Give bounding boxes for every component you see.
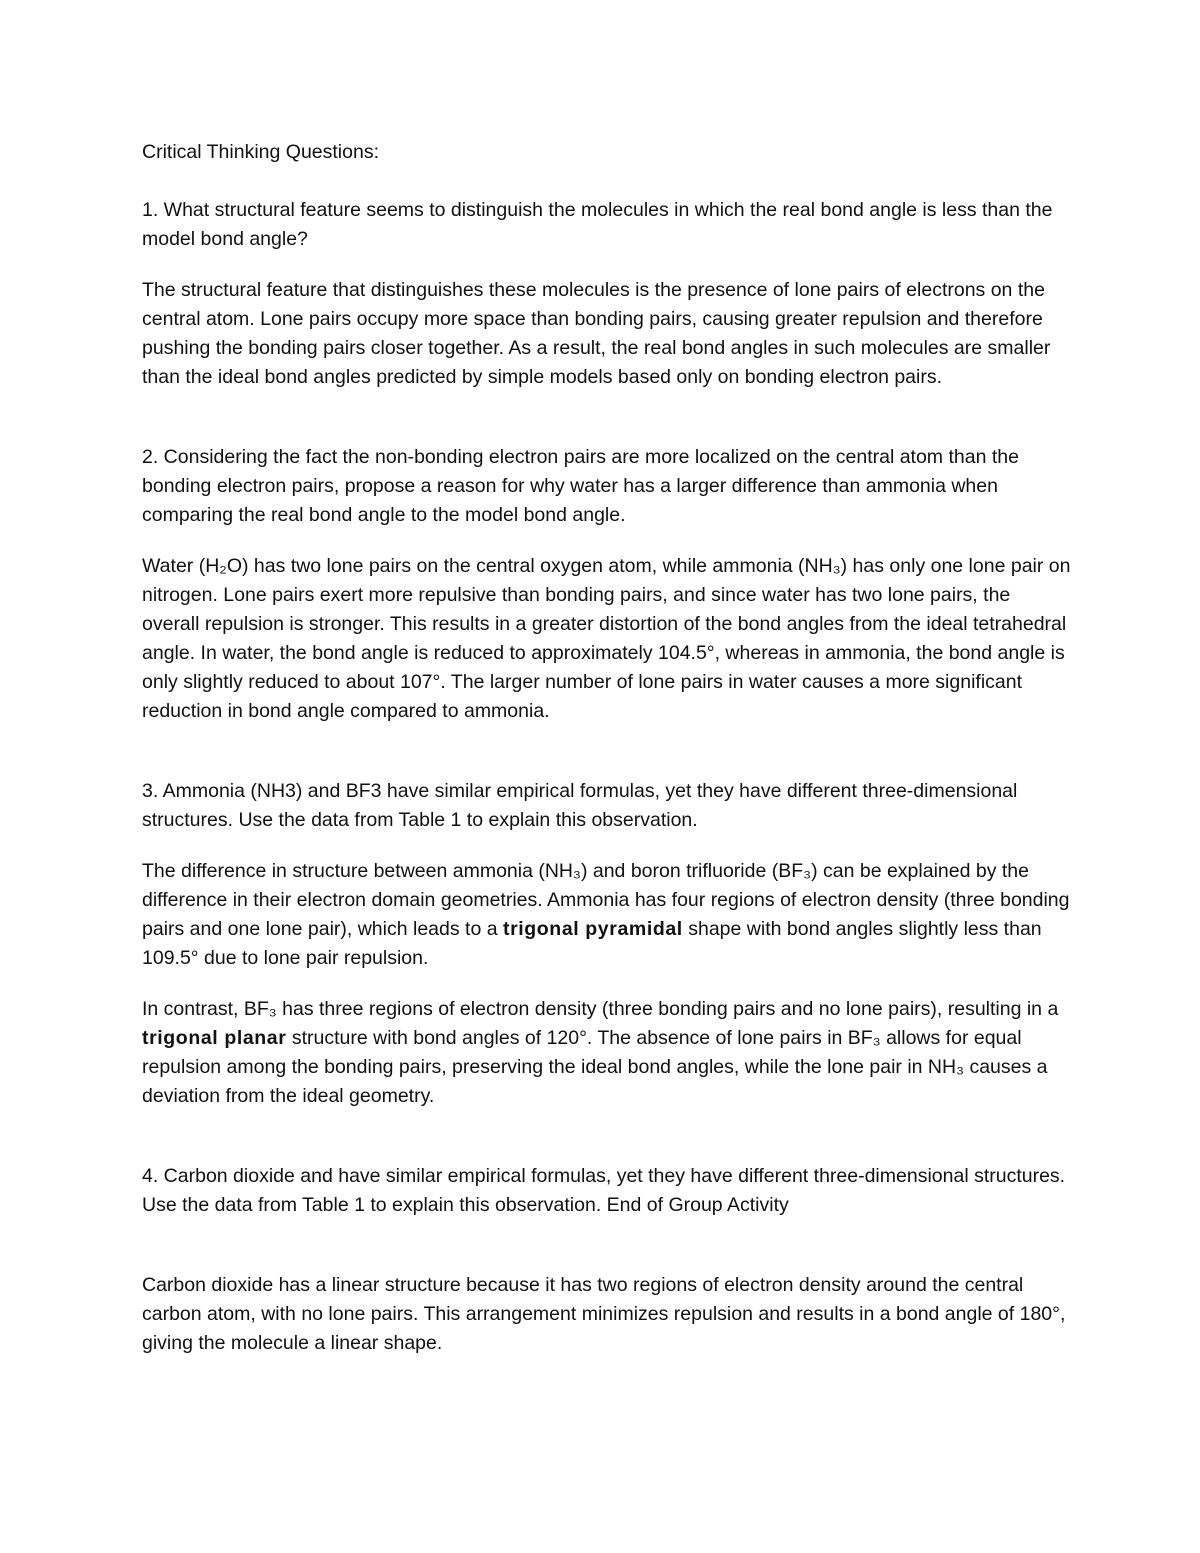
bold-term-trigonal-planar: trigonal planar bbox=[142, 1027, 287, 1049]
page-heading: Critical Thinking Questions: bbox=[142, 141, 379, 163]
answer-3a-text: The difference in structure between ammonia (NH₃) and boron trifluoride (BF₃) can be explained by the difference in their electron domain geometries. Ammonia has four regions of electron density (three bonding pairs and one lone pair), which leads to a bbox=[142, 860, 1070, 940]
answer-2: Water (H₂O) has two lone pairs on the central oxygen atom, while ammonia (NH₃) has only one lone pair on nitrogen. Lone pairs exert more repulsive than bonding pairs, and since water has two lone pairs, the overall repulsion is stronger. This results in a greater distortion of the bond angles from the ideal tetrahedral angle. In water, the bond angle is reduced to approximately 104.5°, whereas in ammonia, the bond angle is only slightly reduced to about 107°. The larger number of lone pairs in water causes a more significant reduction in bond angle compared to ammonia. bbox=[142, 555, 1071, 722]
answer-3b-text: In contrast, BF₃ has three regions of electron density (three bonding pairs and no lone pairs), resulting in a bbox=[142, 998, 1059, 1020]
answer-3b-text-end: structure with bond angles of 120°. The absence of lone pairs in BF₃ allows for equal repulsion among the bonding pairs, preserving the ideal bond angles, while the lone pair in NH₃ causes a deviation from the ideal geometry. bbox=[142, 1027, 1048, 1107]
question-1: 1. What structural feature seems to distinguish the molecules in which the real bond angle is less than the model bond angle? bbox=[142, 199, 1053, 250]
answer-1: The structural feature that distinguishes these molecules is the presence of lone pairs of electrons on the central atom. Lone pairs occupy more space than bonding pairs, causing greater repulsion and therefore pushing the bonding pairs closer together. As a result, the real bond angles in such molecules are smaller than the ideal bond angles predicted by simple models based only on bonding electron pairs. bbox=[142, 279, 1051, 388]
question-3: 3. Ammonia (NH3) and BF3 have similar empirical formulas, yet they have different three-dimensional structures. Use the data from Table 1 to explain this observation. bbox=[142, 780, 1018, 831]
bold-term-trigonal-pyramidal: trigonal pyramidal bbox=[502, 918, 683, 940]
answer-4: Carbon dioxide has a linear structure because it has two regions of electron density around the central carbon atom, with no lone pairs. This arrangement minimizes repulsion and results in a bond angle of 180°, giving the molecule a linear shape. bbox=[142, 1274, 1066, 1354]
answer-3-paragraph-2 bbox=[142, 995, 1072, 1111]
answer-3-paragraph-1 bbox=[142, 857, 1072, 973]
question-2: 2. Considering the fact the non-bonding electron pairs are more localized on the central atom than the bonding electron pairs, propose a reason for why water has a larger difference than ammonia when comparing the real bond angle to the model bond angle. bbox=[142, 446, 1019, 526]
answer-3a-text-end: shape with bond angles slightly less than 109.5° due to lone pair repulsion. bbox=[142, 918, 1042, 969]
question-4: 4. Carbon dioxide and have similar empirical formulas, yet they have different three-dimensional structures. Use the data from Table 1 to explain this observation. End of Group Activity bbox=[142, 1165, 1066, 1216]
document-page bbox=[142, 138, 1072, 1380]
